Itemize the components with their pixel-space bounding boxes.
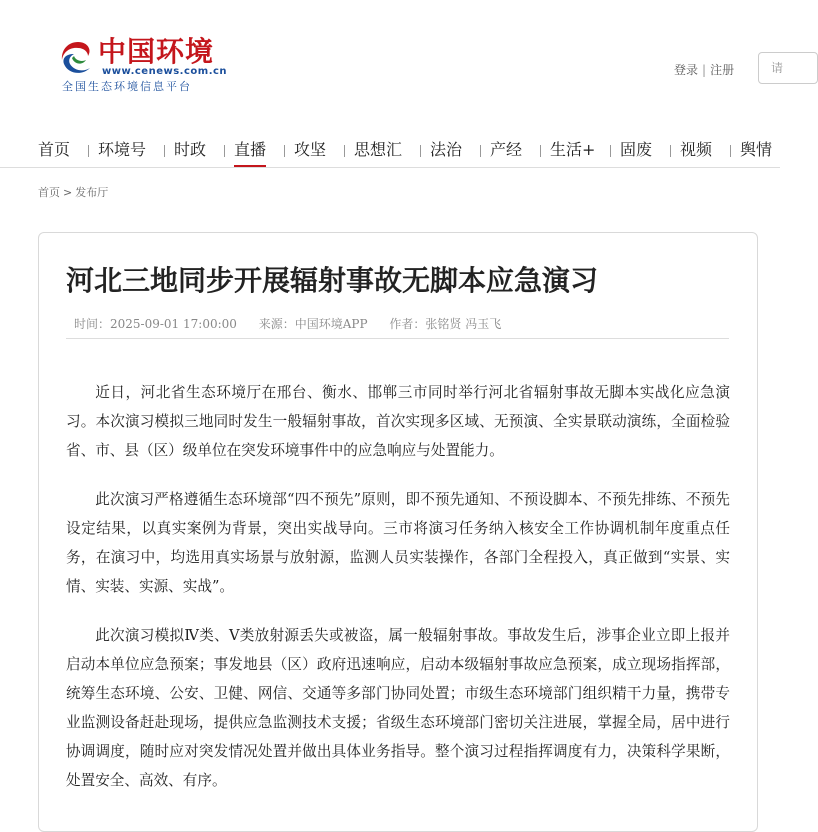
breadcrumb-current[interactable]: 发布厅 — [75, 186, 109, 199]
article-paragraph: 此次演习模拟Ⅳ类、Ⅴ类放射源丢失或被盗，属一般辐射事故。事故发生后，涉事企业立即上报并启动本单位应急预案；事发地县（区）政府迅速响应，启动本级辐射事故应急预案，成立现场指挥部，统筹生态环境、公安、卫健、网信、交通等多部门协同处置；市级生态环境部门组织精干力量，携带专业监测设备赶赴现场，提供应急监测技术支援；省级生态环境部门密切关注进展，掌握全局，居中进行协调调度，随时应对突发情况处置并做出具体业务指导。整个演习过程指挥调度有力，决策科学果断，处置安全、高效、有序。 — [66, 627, 730, 789]
nav-separator — [284, 145, 285, 157]
nav-separator — [344, 145, 345, 157]
auth-separator: | — [702, 63, 707, 77]
breadcrumb — [38, 186, 108, 200]
breadcrumb-home[interactable]: 首页 — [38, 186, 60, 199]
nav-item-industry[interactable]: 产经 — [490, 140, 523, 159]
nav-separator — [730, 145, 731, 157]
nav-item-law[interactable]: 法治 — [430, 140, 463, 159]
login-link[interactable]: 登录 — [674, 63, 699, 77]
site-logo[interactable] — [58, 36, 228, 96]
nav-item-life[interactable]: 生活+ — [550, 140, 596, 159]
auth-links — [674, 62, 734, 78]
article-body — [66, 378, 730, 815]
nav-separator — [670, 145, 671, 157]
nav-item-politics[interactable]: 时政 — [174, 140, 207, 159]
nav-item-environment-accounts[interactable]: 环境号 — [98, 140, 147, 159]
site-header — [0, 0, 784, 130]
register-link[interactable]: 注册 — [710, 63, 735, 77]
logo-subtitle: 全国生态环境信息平台 — [62, 80, 192, 93]
article-title: 河北三地同步开展辐射事故无脚本应急演习 — [66, 264, 599, 297]
nav-separator — [480, 145, 481, 157]
logo-title: 中国环境 — [98, 35, 215, 68]
nav-item-public-opinion[interactable]: 舆情 — [740, 140, 773, 159]
article-paragraph: 此次演习严格遵循生态环境部“四不预先”原则，即不预先通知、不预设脚本、不预先排练、不预先设定结果，以真实案例为背景，突出实战导向。三市将演习任务纳入核安全工作协调机制年度重点任务，在演习中，均选用真实场景与放射源，监测人员实装操作，各部门全程投入，真正做到“实景、实情、实装、实源、实战”。 — [66, 491, 730, 595]
article-time: 时间：2025-09-01 17:00:00 — [74, 317, 237, 331]
nav-separator — [88, 145, 89, 157]
nav-separator — [164, 145, 165, 157]
article-source: 来源：中国环境APP — [258, 317, 368, 331]
breadcrumb-separator: > — [63, 186, 73, 199]
nav-item-solid-waste[interactable]: 固废 — [620, 140, 653, 159]
nav-item-home[interactable]: 首页 — [38, 140, 71, 159]
nav-item-live[interactable]: 直播 — [234, 139, 266, 167]
nav-item-video[interactable]: 视频 — [680, 140, 713, 159]
nav-separator — [610, 145, 611, 157]
search-input[interactable]: 请 — [758, 52, 818, 84]
nav-separator — [540, 145, 541, 157]
nav-item-campaign[interactable]: 攻坚 — [294, 140, 327, 159]
nav-item-ideas[interactable]: 思想汇 — [354, 140, 403, 159]
meta-divider — [66, 338, 729, 339]
article-paragraph: 近日，河北省生态环境厅在邢台、衡水、邯郸三市同时举行河北省辐射事故无脚本实战化应急演习。本次演习模拟三地同时发生一般辐射事故，首次实现多区域、无预演、全实景联动演练，全面检验省、市、县（区）级单位在突发环境事件中的应急响应与处置能力。 — [66, 384, 730, 459]
article-author: 作者：张铭贤 冯玉飞 — [389, 317, 502, 331]
logo-swirl-icon — [58, 38, 98, 78]
article-meta — [74, 316, 501, 332]
logo-url: www.cenews.com.cn — [102, 66, 228, 77]
main-nav — [0, 133, 780, 168]
nav-separator — [224, 145, 225, 157]
nav-separator — [420, 145, 421, 157]
